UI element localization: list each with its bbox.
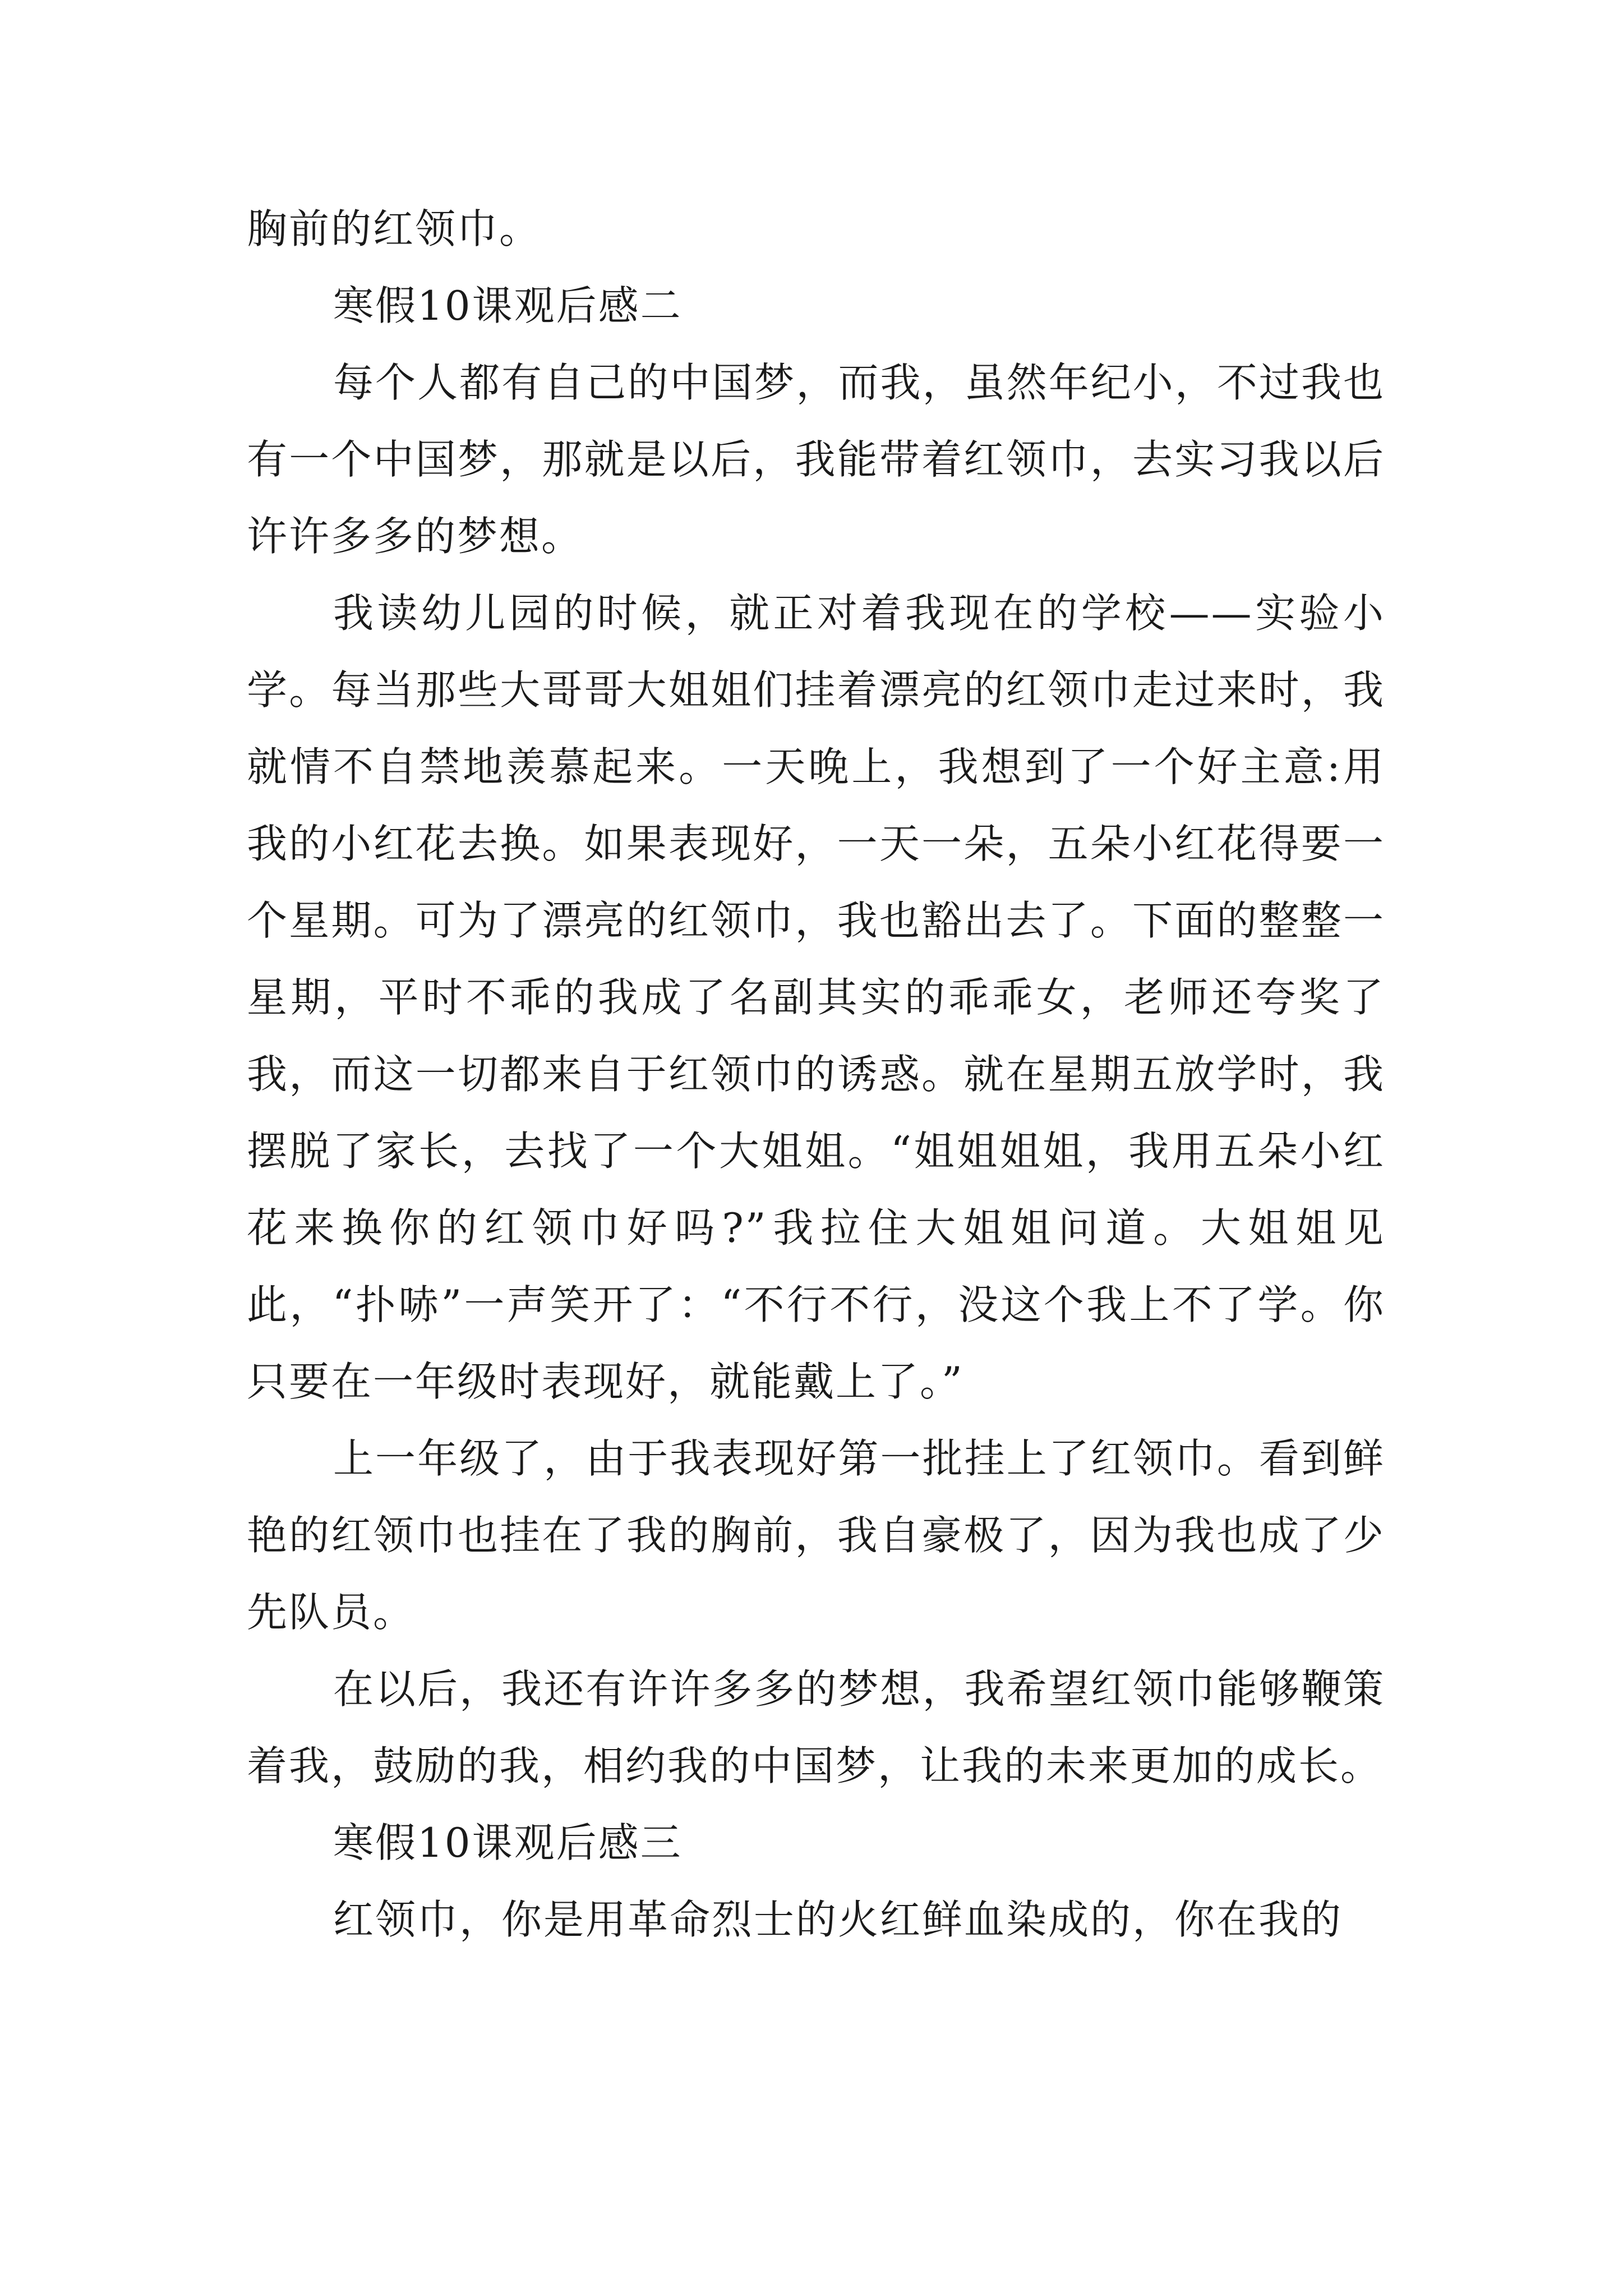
paragraph-kindergarten: 我读幼儿园的时候，就正对着我现在的学校——实验小学。每当那些大哥哥大姐姐们挂着漂亮的红领巾走过来时，我就情不自禁地羡慕起来。一天晚上，我想到了一个好主意:用我的小红花去换。如果表现好，一天一朵，五朵小红花得要一个星期。可为了漂亮的红领巾，我也豁出去了。下面的整整一星期，平时不乖的我成了名副其实的乖乖女，老师还夸奖了我，而这一切都来自于红领巾的诱惑。就在星期五放学时，我摆脱了家长，去找了一个大姐姐。“姐姐姐姐，我用五朵小红花来换你的红领巾好吗?”我拉住大姐姐问道。大姐姐见此，“扑哧”一声笑开了：“不行不行，没这个我上不了学。你只要在一年级时表现好，就能戴上了。” [247,590,1385,1405]
section-heading-three: 寒假10课观后感三 [333,1819,683,1866]
paragraph-dream: 每个人都有自己的中国梦，而我，虽然年纪小，不过我也有一个中国梦，那就是以后，我能带着红领巾，去实习我以后许许多多的梦想。 [247,359,1385,560]
paragraph-first-grade: 上一年级了，由于我表现好第一批挂上了红领巾。看到鲜艳的红领巾也挂在了我的胸前，我自豪极了，因为我也成了少先队员。 [247,1435,1385,1636]
document-body [247,191,1385,1958]
paragraph-future: 在以后，我还有许许多多的梦想，我希望红领巾能够鞭策着我，鼓励的我，相约我的中国梦，让我的未来更加的成长。 [247,1665,1385,1789]
paragraph-red-scarf: 红领巾，你是用革命烈士的火红鲜血染成的，你在我的 [333,1896,1343,1943]
paragraph-continuation: 胸前的红领巾。 [247,205,542,252]
section-heading-two: 寒假10课观后感二 [333,282,683,329]
